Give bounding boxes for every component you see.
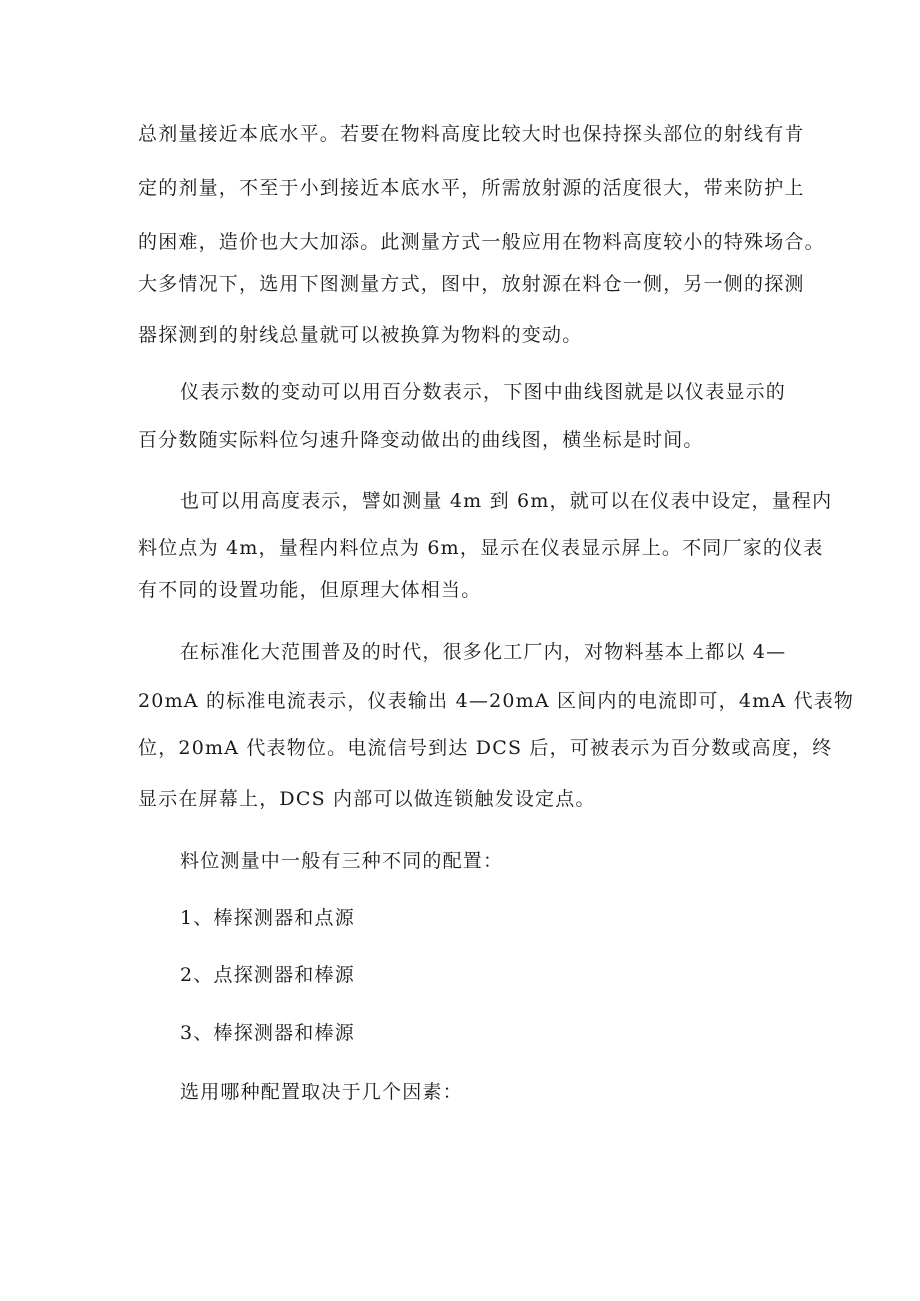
- text-line: 显示在屏幕上，DCS 内部可以做连锁触发设定点。: [138, 788, 596, 810]
- text-line: 大多情况下，选用下图测量方式，图中，放射源在料仓一侧，另一侧的探测: [138, 273, 805, 295]
- text-line: 选用哪种配置取决于几个因素：: [180, 1081, 463, 1103]
- text-line: 有不同的设置功能，但原理大体相当。: [138, 579, 482, 601]
- list-item: 1、棒探测器和点源: [180, 907, 355, 929]
- text-line: 料位点为 4m，量程内料位点为 6m，显示在仪表显示屏上。不同厂家的仪表: [138, 537, 824, 559]
- list-item: 2、点探测器和棒源: [180, 964, 355, 986]
- text-line: 总剂量接近本底水平。若要在物料高度比较大时也保持探头部位的射线有肯: [138, 123, 805, 145]
- text-line: 的困难，造价也大大加添。此测量方式一般应用在物料高度较小的特殊场合。: [138, 231, 825, 253]
- text-line: 位，20mA 代表物位。电流信号到达 DCS 后，可被表示为百分数或高度，终: [138, 737, 833, 759]
- text-line: 百分数随实际料位匀速升降变动做出的曲线图，横坐标是时间。: [138, 429, 704, 451]
- text-line: 20mA 的标准电流表示，仪表输出 4—20mA 区间内的电流即可，4mA 代表物: [138, 690, 855, 712]
- text-line: 料位测量中一般有三种不同的配置：: [180, 850, 504, 872]
- text-line: 器探测到的射线总量就可以被换算为物料的变动。: [138, 324, 583, 346]
- text-line: 也可以用高度表示，譬如测量 4m 到 6m，就可以在仪表中设定，量程内: [180, 490, 833, 512]
- text-line: 仪表示数的变动可以用百分数表示，下图中曲线图就是以仪表显示的: [180, 381, 787, 403]
- text-line: 在标准化大范围普及的时代，很多化工厂内，对物料基本上都以 4—: [180, 641, 787, 663]
- list-item: 3、棒探测器和棒源: [180, 1022, 355, 1044]
- text-line: 定的剂量，不至于小到接近本底水平，所需放射源的活度很大，带来防护上: [138, 177, 805, 199]
